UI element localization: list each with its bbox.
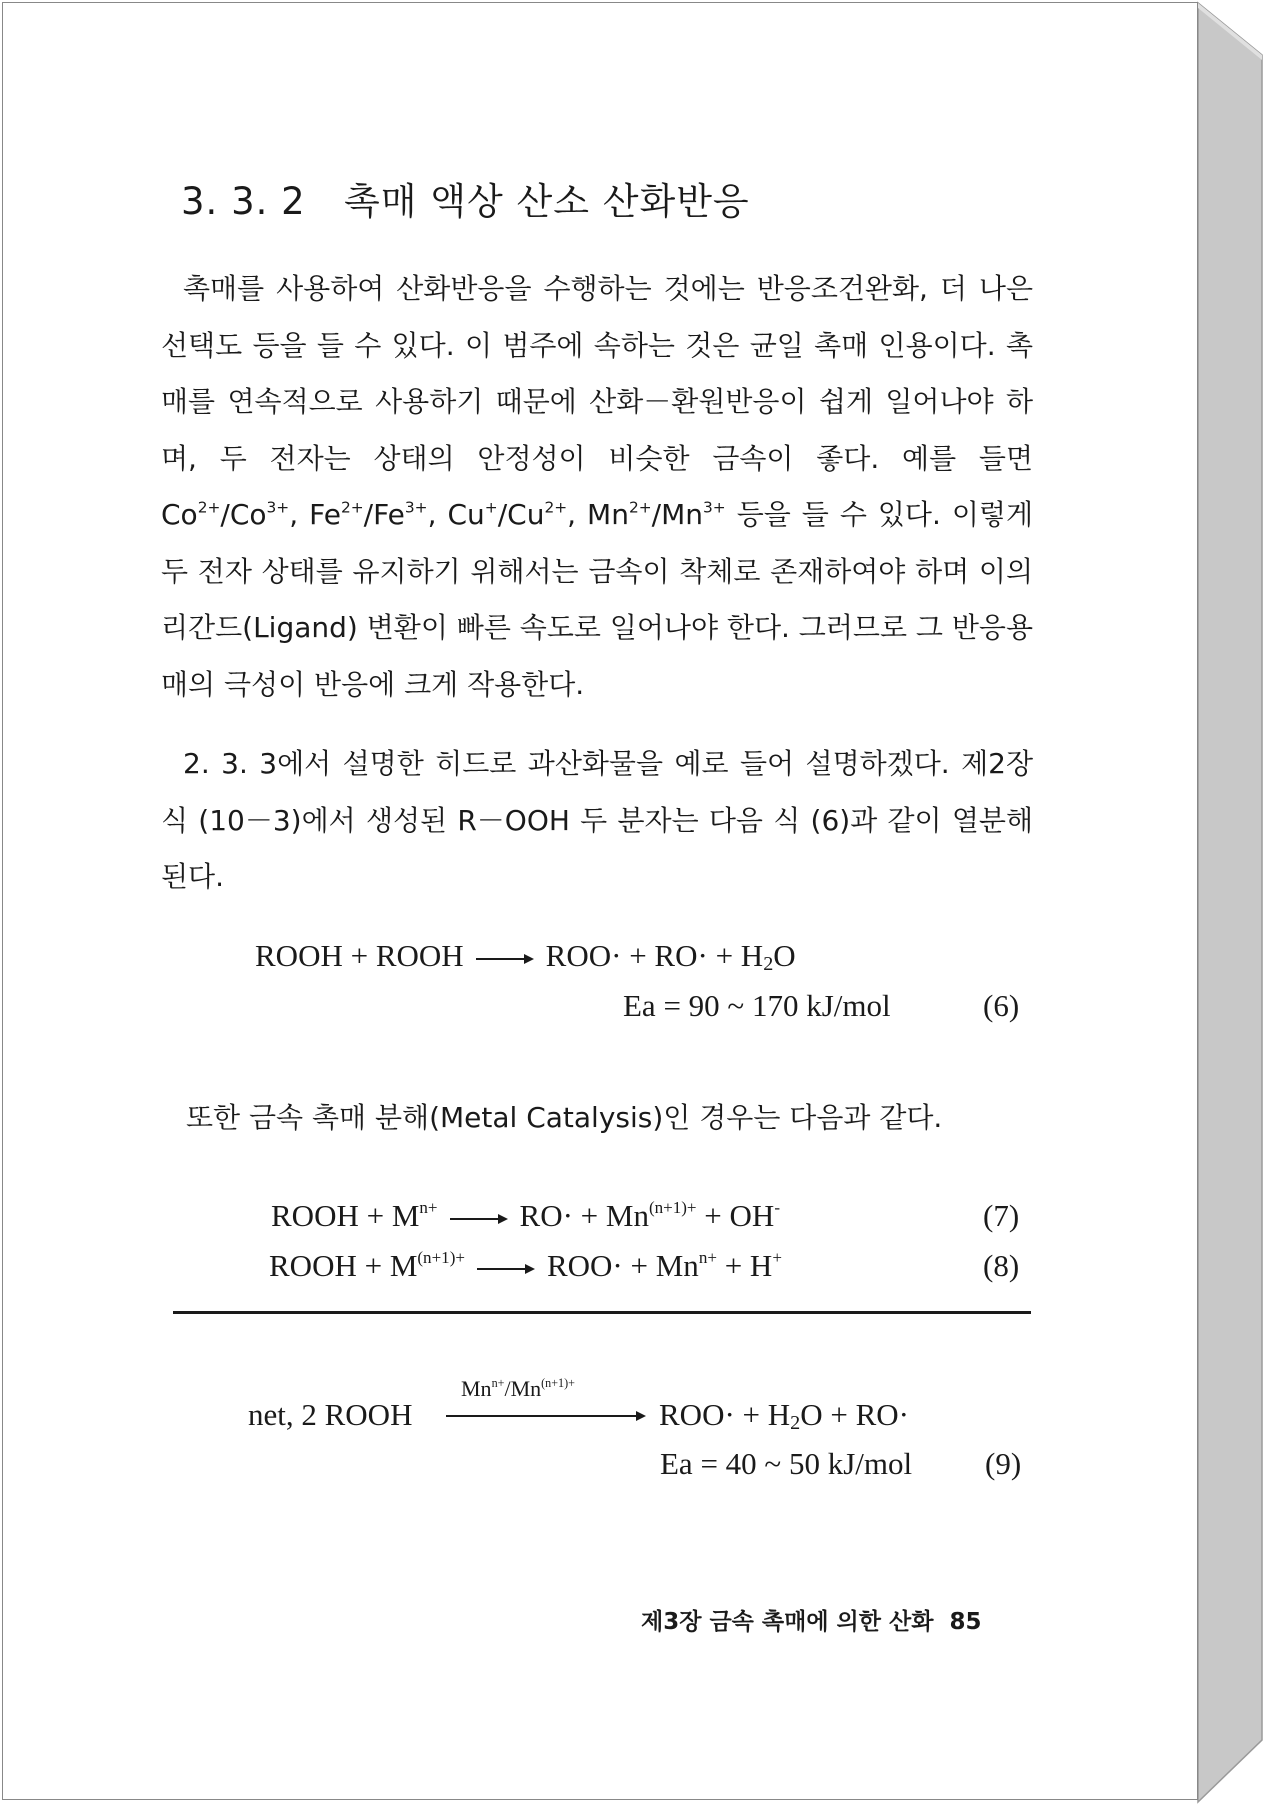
reaction-arrow-icon — [476, 954, 534, 964]
equation-6: ROOH + ROOH $ROO\cdot + RO\cdot + H_2O$ — [255, 938, 796, 976]
catalyzed-arrow-icon — [446, 1411, 646, 1421]
eq6-activation-energy: Ea = 90 ~ 170 kJ/mol — [623, 988, 891, 1023]
section-heading — [181, 171, 750, 225]
reaction-arrow-icon — [450, 1214, 508, 1224]
horizontal-rule — [173, 1311, 1031, 1314]
eq9-lhs: net, 2 ROOH — [248, 1397, 413, 1432]
eq9-number: (9) — [985, 1446, 1022, 1481]
eq9-activation-energy: Ea = 40 ~ 50 kJ/mol — [660, 1446, 913, 1481]
eq7-number: (7) — [983, 1198, 1020, 1233]
equation-8: ROOH + $M^{(n+1)+}$ $ROO\cdot + Mn^{n+} + H^+$ — [269, 1248, 782, 1283]
ion-mn: $Mn^{2+}/Mn^{3+}$ — [587, 498, 726, 531]
eq6-number: (6) — [983, 988, 1020, 1023]
paragraph-1-text-a: 촉매를 사용하여 산화반응을 수행하는 것에는 반응조건완화, 더 나은 선택도 등을 들 수 있다. 이 범주에 속하는 것은 균일 촉매 인용이다. 촉매를 연속적으로 사용하기 때문에 산화－환원반응이 쉽게 일어나야 하며, 두 전자는 상태의 안정성이 비슷한 금속이 좋다. 예를 들면 — [161, 272, 1033, 475]
equation-7: ROOH + $M^{n+}$ $RO\cdot + Mn^{(n+1)+} + OH^-$ — [271, 1198, 780, 1233]
page-number: 85 — [949, 1609, 982, 1635]
paragraph-1: 촉매를 사용하여 산화반응을 수행하는 것에는 반응조건완화, 더 나은 선택도 등을 들 수 있다. 이 범주에 속하는 것은 균일 촉매 인용이다. 촉매를 연속적으로 사용하기 때문에 산화－환원반응이 쉽게 일어나야 하며, 두 전자는 상태의 안정성이 비슷한 금속이 좋다. 예를 들면 $Co^{2+}/Co^{3+}$, $Fe^{2+}/Fe^{3+}$, $Cu^+/Cu^{2+}$, $Mn^{2+}/Mn^{3+}$ 등을 들 수 있다. 이렇게 두 전자 상태를 유지하기 위해서는 금속이 착체로 존재하여야 하며 이의 리간드(Ligand) 변환이 빠른 속도로 일어나야 한다. 그러므로 그 반응용매의 극성이 반응에 크게 작용한다. — [161, 272, 1033, 701]
paragraph-1-text-b: 등을 들 수 있다. 이렇게 두 전자 상태를 유지하기 위해서는 금속이 착체로 존재하여야 하며 이의 리간드(Ligand) 변환이 빠른 속도로 일어나야 한다. 그러므로 그 반응용매의 극성이 반응에 크게 작용한다. — [161, 498, 1033, 701]
metal-catalysis-sentence: 또한 금속 촉매 분해(Metal Catalysis)인 경우는 다음과 같다. — [186, 1101, 943, 1134]
eq6-rhs: ROO· + RO· + H — [545, 938, 764, 973]
section-number: 3. 3. 2 — [181, 180, 306, 223]
paragraph-2: 2. 3. 3에서 설명한 히드로 과산화물을 예로 들어 설명하겠다. 제2장 식 (10－3)에서 생성된 R－OOH 두 분자는 다음 식 (6)과 같이 열분해된다. — [161, 747, 1033, 893]
eq6-lhs: ROOH + ROOH — [255, 938, 464, 973]
eq9-rhs: $ROO\cdot + H_2O + RO\cdot$ — [659, 1397, 909, 1435]
eq9-catalyst: $Mn^{n+}/Mn^{(n+1)+}$ — [461, 1375, 575, 1401]
footer-chapter: 제3장 금속 촉매에 의한 산화 — [641, 1609, 934, 1635]
ion-co: $Co^{2+}/Co^{3+}$ — [161, 498, 290, 531]
page-footer — [641, 1603, 981, 1636]
book-page — [2, 2, 1198, 1800]
section-title: 촉매 액상 산소 산화반응 — [343, 180, 750, 223]
ion-fe: $Fe^{2+}/Fe^{3+}$ — [309, 498, 428, 531]
eq8-number: (8) — [983, 1248, 1020, 1283]
ion-cu: $Cu^+/Cu^{2+}$ — [447, 498, 568, 531]
reaction-arrow-icon — [477, 1264, 535, 1274]
